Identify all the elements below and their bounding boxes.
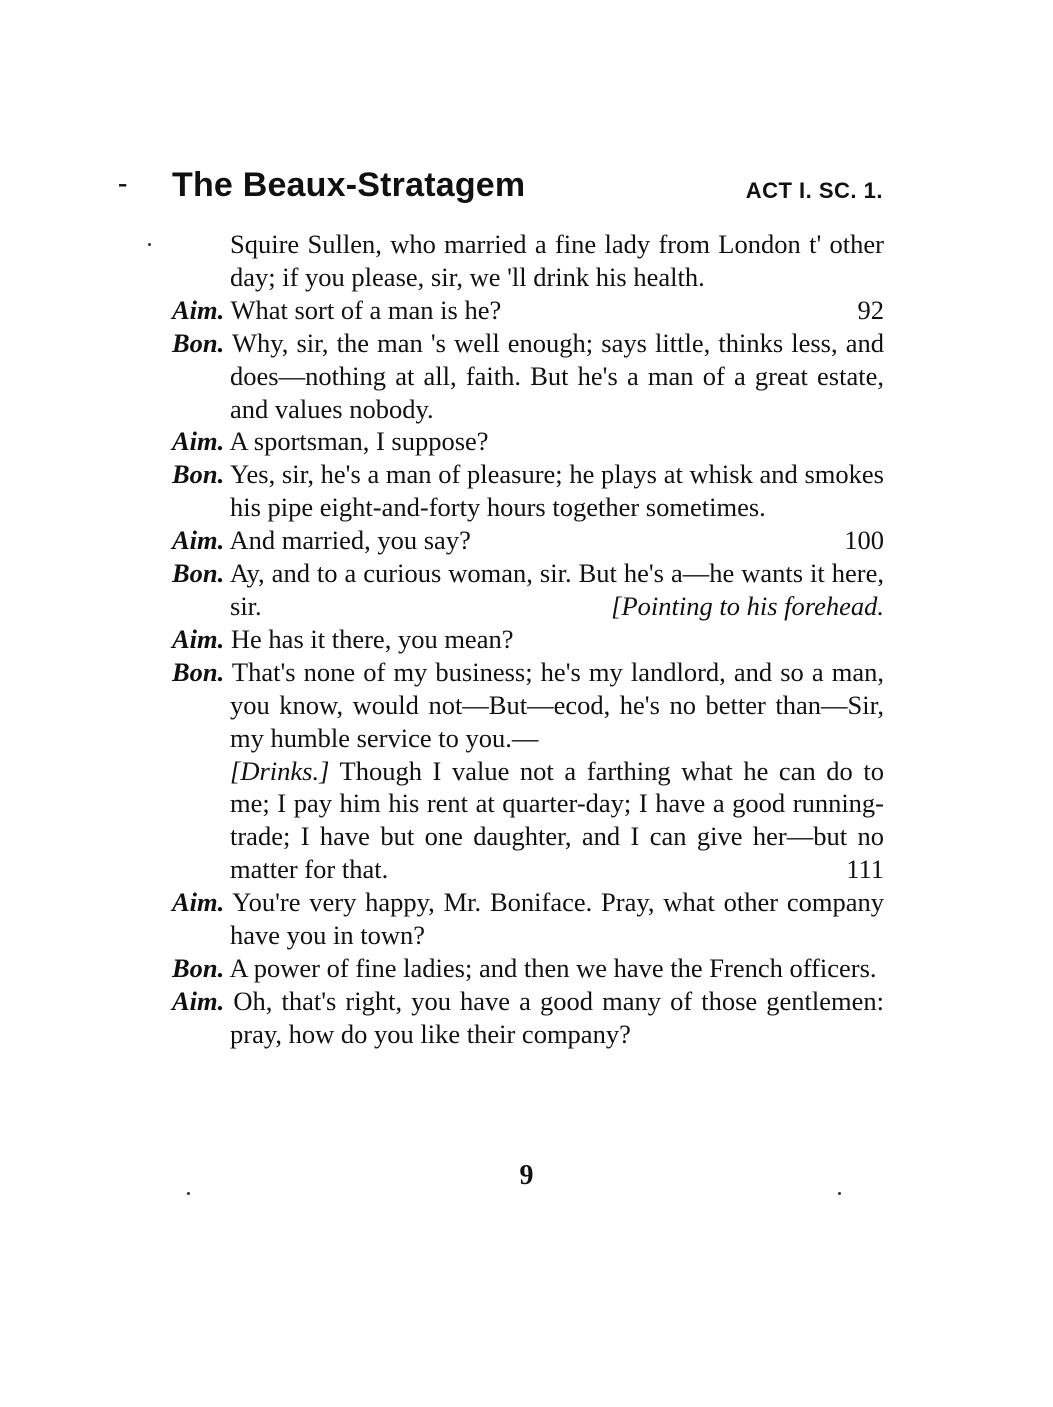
speech-line [172,557,884,623]
speaker-name: Bon. [172,558,225,589]
speaker-name: Aim. [172,294,225,325]
line-number: 92 [857,294,884,325]
speech-text: Squire Sullen, who married a fine lady from London t' other day; if you please, sir, we 'll drink his health. [230,229,884,292]
stage-direction: [Pointing to his forehead. [611,590,884,621]
speech-line [172,755,884,887]
speaker-name: Aim. [172,623,225,654]
speech-text: Oh, that's right, you have a good many of those gentlemen: pray, how do you like their company? [230,985,885,1049]
line-number: 111 [846,854,884,885]
speaker-name: Aim. [172,887,225,918]
speech-line [172,886,884,952]
speech-line [172,294,884,327]
speech-text: Why, sir, the man 's well enough; says little, thinks less, and does—nothing at all, faith. But he's a man of a great estate, and values nobody. [230,327,884,424]
play-text [172,228,884,1051]
speech-line [172,425,884,458]
header-dash: - [118,168,128,199]
speech-text: That's none of my business; he's my landlord, and so a man, you know, would not—But—ecod, he's no better than—Sir, my humble service to you.— [230,656,884,753]
paper-speck [838,1192,841,1195]
speech-line [172,952,884,985]
running-title: The Beaux-Stratagem [172,166,526,204]
speaker-name: Bon. [172,327,225,358]
speech-text: You're very happy, Mr. Boniface. Pray, what other company have you in town? [230,887,884,951]
speech-line [172,623,884,656]
speech-text: And married, you say? [229,525,471,556]
speech-line [172,985,884,1051]
speech-text: A sportsman, I suppose? [229,426,489,457]
speaker-name: Aim. [172,525,225,556]
paper-speck [148,243,151,246]
speech-text: Though I value not a farthing what he can do to me; I pay him his rent at quarter-day; I have a good running-trade; I have but one daughter, and I can give her—but no matter for that. [230,755,884,885]
speech-text: He has it there, you mean? [230,623,514,654]
speech-text: Yes, sir, he's a man of pleasure; he plays at whisk and smokes his pipe eight-and-forty hours together sometimes. [230,459,884,523]
speech-line [172,458,884,524]
speech-text: Ay, and to a curious woman, sir. But he's a—he wants it here, sir. [229,558,884,621]
speech-text: A power of fine ladies; and then we have the French officers. [229,952,877,983]
speech-text: What sort of a man is he? [230,294,502,325]
speaker-name: Bon. [172,952,225,983]
speech-line [172,327,884,426]
paper-speck [187,1192,190,1195]
speech-line [172,656,884,755]
speaker-name: Bon. [172,656,225,687]
line-number: 100 [844,525,884,556]
stage-direction: [Drinks.] [230,755,330,786]
speaker-name: Aim. [172,426,225,457]
speech-line [172,228,884,294]
speaker-name: Aim. [172,985,225,1016]
speaker-name: Bon. [172,459,225,490]
page-number: 9 [519,1160,534,1191]
speech-line [172,524,884,557]
act-scene-label: ACT I. SC. 1. [745,178,883,203]
